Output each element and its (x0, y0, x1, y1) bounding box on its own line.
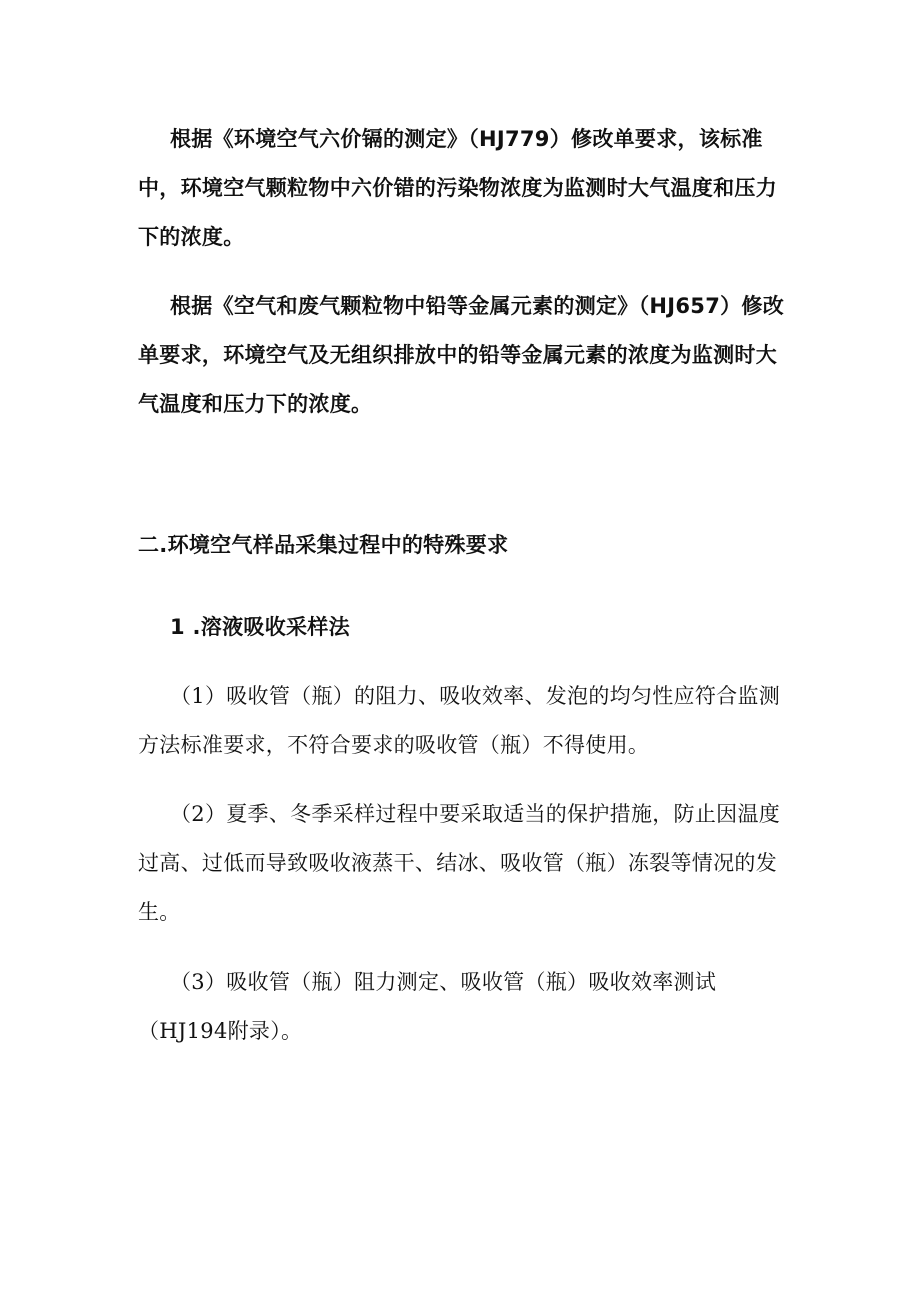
subsection-heading: 1 .溶液吸收采样法 (170, 615, 350, 639)
section-heading: 二.环境空气样品采集过程中的特殊要求 (138, 533, 509, 557)
list-item-3: （3）吸收管（瓶）阻力测定、吸收管（瓶）吸收效率测试（HJ194附录）。 (138, 970, 717, 1043)
paragraph-hexavalent-chromium: 根据《环境空气六价镉的测定》（HJ779）修改单要求，该标准中，环境空气颗粒物中六价错的污染物浓度为监测时大气温度和压力下的浓度。 (138, 127, 777, 249)
list-item-2: （2）夏季、冬季采样过程中要采取适当的保护措施，防止因温度过高、过低而导致吸收液蒸干、结冰、吸收管（瓶）冻裂等情况的发生。 (138, 802, 781, 924)
list-item-1: （1）吸收管（瓶）的阻力、吸收效率、发泡的均匀性应符合监测方法标准要求，不符合要求的吸收管（瓶）不得使用。 (138, 684, 781, 757)
paragraph-lead-metals: 根据《空气和废气颗粒物中铅等金属元素的测定》（HJ657）修改单要求，环境空气及无组织排放中的铅等金属元素的浓度为监测时大气温度和压力下的浓度。 (138, 294, 785, 416)
